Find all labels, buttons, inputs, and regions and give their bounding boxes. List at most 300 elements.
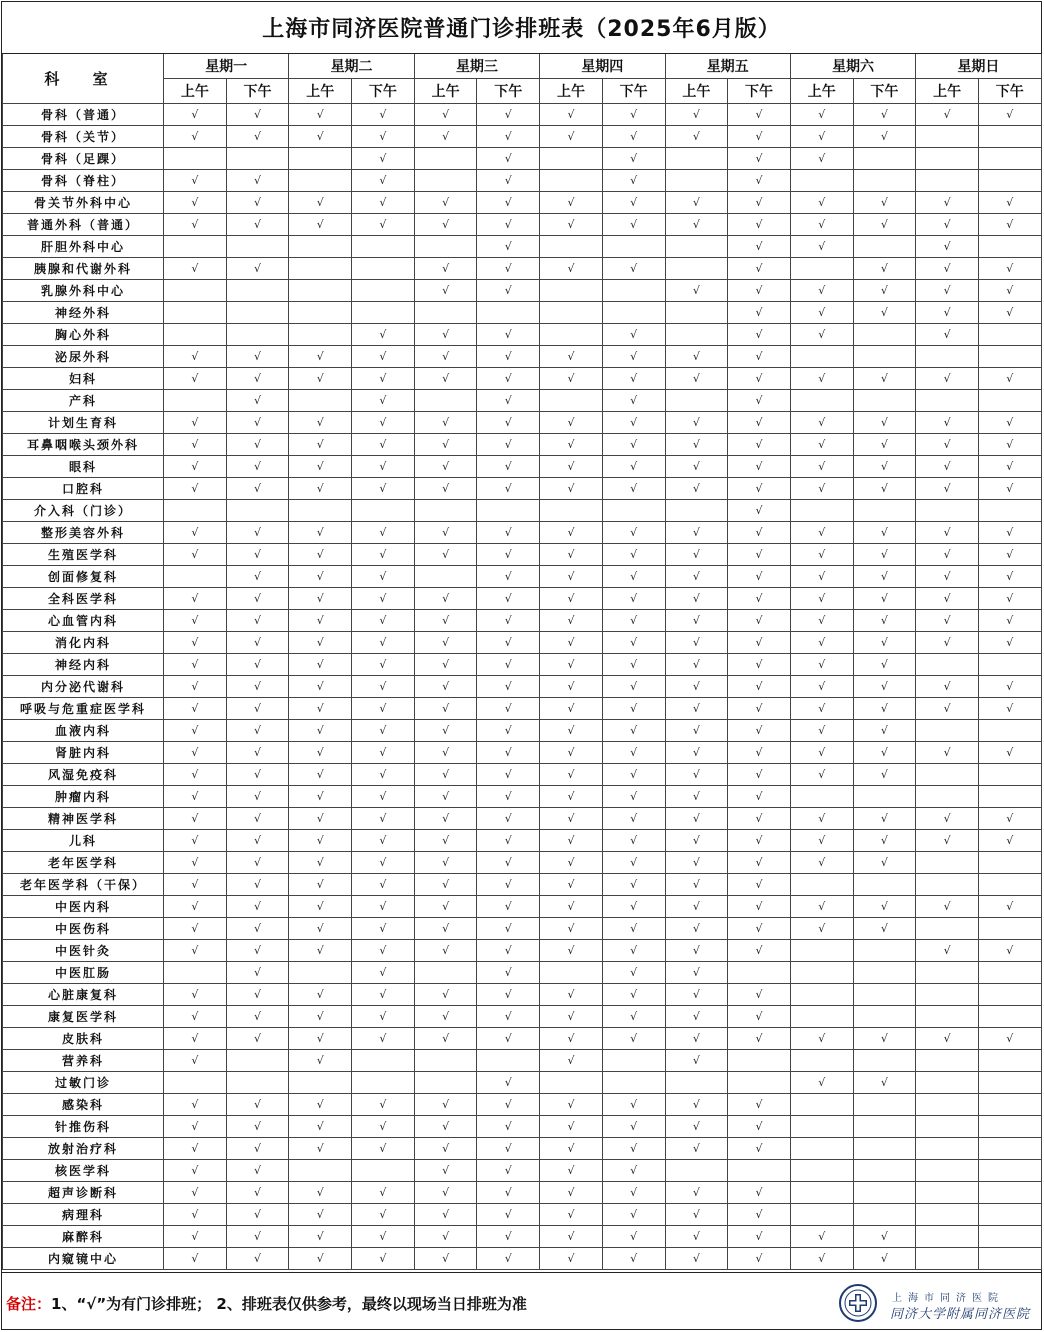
schedule-check-mark: √: [352, 1094, 415, 1116]
schedule-check-mark: √: [414, 434, 477, 456]
schedule-cell-empty: [853, 170, 916, 192]
table-row: [3, 434, 1042, 456]
schedule-check-mark: √: [916, 214, 979, 236]
schedule-check-mark: √: [352, 434, 415, 456]
afternoon-header: 下午: [602, 79, 665, 104]
schedule-check-mark: √: [352, 1182, 415, 1204]
schedule-check-mark: √: [352, 588, 415, 610]
schedule-check-mark: √: [916, 104, 979, 126]
schedule-check-mark: √: [978, 258, 1041, 280]
schedule-check-mark: √: [853, 918, 916, 940]
schedule-check-mark: √: [978, 192, 1041, 214]
schedule-check-mark: √: [978, 434, 1041, 456]
table-row: [3, 566, 1042, 588]
schedule-cell-empty: [916, 1204, 979, 1226]
schedule-cell-empty: [665, 500, 728, 522]
schedule-check-mark: √: [477, 192, 540, 214]
schedule-cell-empty: [978, 1226, 1041, 1248]
schedule-check-mark: √: [665, 1204, 728, 1226]
schedule-cell-empty: [978, 874, 1041, 896]
schedule-check-mark: √: [352, 214, 415, 236]
schedule-cell-empty: [853, 390, 916, 412]
schedule-check-mark: √: [289, 698, 352, 720]
schedule-check-mark: √: [665, 632, 728, 654]
schedule-check-mark: √: [540, 1116, 603, 1138]
schedule-check-mark: √: [602, 610, 665, 632]
schedule-check-mark: √: [289, 786, 352, 808]
schedule-check-mark: √: [665, 1226, 728, 1248]
schedule-check-mark: √: [790, 896, 853, 918]
table-row: [3, 786, 1042, 808]
schedule-cell-empty: [414, 566, 477, 588]
schedule-check-mark: √: [164, 852, 227, 874]
schedule-cell-empty: [853, 1094, 916, 1116]
schedule-check-mark: √: [226, 1160, 289, 1182]
schedule-check-mark: √: [477, 830, 540, 852]
schedule-check-mark: √: [352, 544, 415, 566]
schedule-cell-empty: [477, 1050, 540, 1072]
schedule-check-mark: √: [916, 368, 979, 390]
day-header: 星期四: [540, 54, 665, 79]
schedule-cell-empty: [352, 1050, 415, 1072]
schedule-check-mark: √: [853, 192, 916, 214]
schedule-check-mark: √: [853, 720, 916, 742]
schedule-check-mark: √: [226, 1226, 289, 1248]
schedule-cell-empty: [289, 302, 352, 324]
schedule-check-mark: √: [414, 918, 477, 940]
department-name: 麻醉科: [3, 1226, 164, 1248]
schedule-check-mark: √: [665, 544, 728, 566]
schedule-check-mark: √: [665, 478, 728, 500]
schedule-check-mark: √: [226, 1006, 289, 1028]
schedule-check-mark: √: [164, 654, 227, 676]
schedule-check-mark: √: [289, 588, 352, 610]
schedule-check-mark: √: [477, 720, 540, 742]
schedule-check-mark: √: [728, 654, 791, 676]
schedule-check-mark: √: [289, 434, 352, 456]
schedule-check-mark: √: [226, 962, 289, 984]
schedule-check-mark: √: [289, 852, 352, 874]
schedule-check-mark: √: [602, 654, 665, 676]
schedule-check-mark: √: [978, 896, 1041, 918]
schedule-cell-empty: [916, 1160, 979, 1182]
schedule-cell-empty: [978, 1050, 1041, 1072]
schedule-cell-empty: [226, 324, 289, 346]
schedule-cell-empty: [665, 170, 728, 192]
schedule-check-mark: √: [790, 544, 853, 566]
schedule-check-mark: √: [352, 984, 415, 1006]
schedule-check-mark: √: [978, 280, 1041, 302]
schedule-cell-empty: [602, 500, 665, 522]
schedule-cell-empty: [289, 258, 352, 280]
schedule-check-mark: √: [728, 104, 791, 126]
schedule-check-mark: √: [164, 1160, 227, 1182]
schedule-check-mark: √: [540, 632, 603, 654]
schedule-check-mark: √: [665, 786, 728, 808]
schedule-check-mark: √: [540, 566, 603, 588]
schedule-check-mark: √: [602, 1160, 665, 1182]
schedule-check-mark: √: [289, 566, 352, 588]
schedule-check-mark: √: [790, 1226, 853, 1248]
schedule-check-mark: √: [916, 632, 979, 654]
schedule-check-mark: √: [226, 698, 289, 720]
schedule-cell-empty: [289, 390, 352, 412]
schedule-check-mark: √: [477, 808, 540, 830]
schedule-check-mark: √: [226, 412, 289, 434]
schedule-check-mark: √: [728, 874, 791, 896]
table-row: [3, 1248, 1042, 1270]
schedule-cell-empty: [164, 302, 227, 324]
department-name: 骨科（足踝）: [3, 148, 164, 170]
schedule-check-mark: √: [602, 742, 665, 764]
schedule-cell-empty: [414, 962, 477, 984]
schedule-cell-empty: [853, 984, 916, 1006]
schedule-check-mark: √: [477, 544, 540, 566]
schedule-cell-empty: [540, 390, 603, 412]
schedule-cell-empty: [916, 786, 979, 808]
schedule-check-mark: √: [602, 214, 665, 236]
schedule-check-mark: √: [728, 214, 791, 236]
schedule-check-mark: √: [602, 984, 665, 1006]
schedule-check-mark: √: [790, 302, 853, 324]
schedule-check-mark: √: [853, 566, 916, 588]
schedule-cell-empty: [164, 566, 227, 588]
schedule-cell-empty: [978, 1072, 1041, 1094]
schedule-check-mark: √: [790, 280, 853, 302]
schedule-cell-empty: [289, 236, 352, 258]
schedule-check-mark: √: [477, 104, 540, 126]
department-name: 胸心外科: [3, 324, 164, 346]
schedule-check-mark: √: [352, 1248, 415, 1270]
schedule-check-mark: √: [665, 434, 728, 456]
schedule-cell-empty: [853, 1182, 916, 1204]
schedule-cell-empty: [978, 1204, 1041, 1226]
schedule-check-mark: √: [289, 830, 352, 852]
schedule-cell-empty: [289, 1160, 352, 1182]
schedule-check-mark: √: [289, 896, 352, 918]
schedule-check-mark: √: [728, 764, 791, 786]
table-row: [3, 632, 1042, 654]
schedule-cell-empty: [853, 962, 916, 984]
schedule-cell-empty: [602, 236, 665, 258]
schedule-check-mark: √: [164, 918, 227, 940]
department-name: 泌尿外科: [3, 346, 164, 368]
schedule-check-mark: √: [728, 808, 791, 830]
schedule-check-mark: √: [477, 1006, 540, 1028]
schedule-check-mark: √: [289, 940, 352, 962]
schedule-check-mark: √: [414, 940, 477, 962]
schedule-cell-empty: [978, 500, 1041, 522]
schedule-check-mark: √: [226, 478, 289, 500]
schedule-check-mark: √: [226, 566, 289, 588]
schedule-cell-empty: [790, 390, 853, 412]
schedule-cell-empty: [978, 1248, 1041, 1270]
schedule-cell-empty: [978, 852, 1041, 874]
schedule-check-mark: √: [414, 808, 477, 830]
schedule-check-mark: √: [477, 852, 540, 874]
schedule-check-mark: √: [226, 434, 289, 456]
schedule-check-mark: √: [853, 632, 916, 654]
department-name: 全科医学科: [3, 588, 164, 610]
schedule-check-mark: √: [477, 434, 540, 456]
schedule-cell-empty: [540, 170, 603, 192]
table-row: [3, 676, 1042, 698]
schedule-check-mark: √: [477, 786, 540, 808]
schedule-check-mark: √: [665, 214, 728, 236]
schedule-cell-empty: [164, 500, 227, 522]
schedule-check-mark: √: [289, 1050, 352, 1072]
table-row: [3, 830, 1042, 852]
department-name: 血液内科: [3, 720, 164, 742]
schedule-check-mark: √: [164, 632, 227, 654]
table-row: [3, 742, 1042, 764]
schedule-cell-empty: [728, 1050, 791, 1072]
schedule-check-mark: √: [978, 742, 1041, 764]
schedule-check-mark: √: [477, 522, 540, 544]
schedule-cell-empty: [916, 1072, 979, 1094]
schedule-check-mark: √: [728, 1182, 791, 1204]
schedule-cell-empty: [790, 1116, 853, 1138]
schedule-check-mark: √: [790, 126, 853, 148]
schedule-check-mark: √: [414, 412, 477, 434]
schedule-check-mark: √: [728, 830, 791, 852]
schedule-check-mark: √: [602, 1248, 665, 1270]
schedule-check-mark: √: [414, 896, 477, 918]
schedule-cell-empty: [978, 1006, 1041, 1028]
schedule-cell-empty: [602, 302, 665, 324]
schedule-cell-empty: [978, 984, 1041, 1006]
schedule-check-mark: √: [790, 918, 853, 940]
schedule-check-mark: √: [602, 148, 665, 170]
afternoon-header: 下午: [477, 79, 540, 104]
schedule-check-mark: √: [728, 368, 791, 390]
schedule-cell-empty: [540, 1072, 603, 1094]
schedule-check-mark: √: [477, 1182, 540, 1204]
schedule-check-mark: √: [226, 258, 289, 280]
schedule-check-mark: √: [602, 324, 665, 346]
schedule-check-mark: √: [477, 1160, 540, 1182]
schedule-check-mark: √: [540, 1204, 603, 1226]
schedule-check-mark: √: [665, 1138, 728, 1160]
schedule-check-mark: √: [477, 368, 540, 390]
schedule-check-mark: √: [164, 456, 227, 478]
department-name: 病理科: [3, 1204, 164, 1226]
schedule-check-mark: √: [164, 764, 227, 786]
table-row: [3, 1226, 1042, 1248]
schedule-check-mark: √: [602, 786, 665, 808]
schedule-check-mark: √: [352, 764, 415, 786]
schedule-check-mark: √: [414, 478, 477, 500]
schedule-check-mark: √: [728, 170, 791, 192]
schedule-check-mark: √: [790, 368, 853, 390]
schedule-check-mark: √: [289, 456, 352, 478]
schedule-sheet: [1, 1, 1042, 1330]
department-name: 超声诊断科: [3, 1182, 164, 1204]
schedule-cell-empty: [978, 918, 1041, 940]
table-row: [3, 236, 1042, 258]
schedule-check-mark: √: [352, 1006, 415, 1028]
schedule-cell-empty: [164, 324, 227, 346]
department-name: 核医学科: [3, 1160, 164, 1182]
schedule-check-mark: √: [540, 918, 603, 940]
schedule-check-mark: √: [352, 390, 415, 412]
schedule-check-mark: √: [916, 896, 979, 918]
schedule-cell-empty: [164, 236, 227, 258]
schedule-cell-empty: [790, 1138, 853, 1160]
schedule-cell-empty: [853, 1006, 916, 1028]
department-name: 骨关节外科中心: [3, 192, 164, 214]
schedule-check-mark: √: [978, 368, 1041, 390]
schedule-check-mark: √: [665, 104, 728, 126]
schedule-check-mark: √: [289, 1138, 352, 1160]
schedule-cell-empty: [853, 1050, 916, 1072]
schedule-cell-empty: [978, 148, 1041, 170]
schedule-check-mark: √: [226, 346, 289, 368]
schedule-check-mark: √: [289, 544, 352, 566]
schedule-check-mark: √: [602, 192, 665, 214]
department-name: 营养科: [3, 1050, 164, 1072]
schedule-check-mark: √: [790, 566, 853, 588]
schedule-check-mark: √: [602, 434, 665, 456]
schedule-cell-empty: [916, 1006, 979, 1028]
schedule-cell-empty: [540, 148, 603, 170]
department-name: 精神医学科: [3, 808, 164, 830]
schedule-check-mark: √: [414, 874, 477, 896]
schedule-check-mark: √: [352, 368, 415, 390]
schedule-check-mark: √: [665, 1182, 728, 1204]
table-row: [3, 610, 1042, 632]
department-name: 心脏康复科: [3, 984, 164, 1006]
schedule-check-mark: √: [414, 346, 477, 368]
schedule-check-mark: √: [665, 566, 728, 588]
schedule-check-mark: √: [352, 720, 415, 742]
department-name: 介入科（门诊）: [3, 500, 164, 522]
schedule-check-mark: √: [665, 610, 728, 632]
schedule-check-mark: √: [226, 126, 289, 148]
department-name: 内分泌代谢科: [3, 676, 164, 698]
schedule-cell-empty: [164, 148, 227, 170]
schedule-cell-empty: [978, 654, 1041, 676]
schedule-check-mark: √: [352, 148, 415, 170]
schedule-check-mark: √: [477, 148, 540, 170]
schedule-check-mark: √: [540, 808, 603, 830]
schedule-check-mark: √: [352, 676, 415, 698]
schedule-check-mark: √: [414, 1094, 477, 1116]
schedule-cell-empty: [414, 1050, 477, 1072]
schedule-check-mark: √: [790, 610, 853, 632]
schedule-check-mark: √: [414, 1204, 477, 1226]
schedule-check-mark: √: [540, 258, 603, 280]
schedule-cell-empty: [916, 148, 979, 170]
schedule-cell-empty: [226, 148, 289, 170]
department-name: 生殖医学科: [3, 544, 164, 566]
schedule-check-mark: √: [226, 1248, 289, 1270]
schedule-cell-empty: [916, 764, 979, 786]
schedule-check-mark: √: [352, 852, 415, 874]
table-row: [3, 896, 1042, 918]
schedule-check-mark: √: [665, 852, 728, 874]
schedule-cell-empty: [602, 280, 665, 302]
schedule-check-mark: √: [728, 632, 791, 654]
schedule-check-mark: √: [289, 192, 352, 214]
schedule-check-mark: √: [226, 764, 289, 786]
schedule-check-mark: √: [352, 940, 415, 962]
schedule-check-mark: √: [477, 962, 540, 984]
schedule-check-mark: √: [916, 1028, 979, 1050]
footer-note: [6, 1293, 527, 1314]
schedule-check-mark: √: [540, 1248, 603, 1270]
schedule-check-mark: √: [477, 676, 540, 698]
schedule-check-mark: √: [289, 1182, 352, 1204]
schedule-check-mark: √: [602, 874, 665, 896]
schedule-check-mark: √: [602, 104, 665, 126]
schedule-check-mark: √: [602, 1028, 665, 1050]
schedule-check-mark: √: [853, 896, 916, 918]
schedule-check-mark: √: [602, 478, 665, 500]
schedule-check-mark: √: [978, 676, 1041, 698]
department-name: 放射治疗科: [3, 1138, 164, 1160]
schedule-check-mark: √: [790, 434, 853, 456]
schedule-check-mark: √: [226, 544, 289, 566]
schedule-check-mark: √: [164, 742, 227, 764]
schedule-check-mark: √: [352, 412, 415, 434]
schedule-check-mark: √: [414, 544, 477, 566]
schedule-check-mark: √: [164, 896, 227, 918]
table-row: [3, 852, 1042, 874]
schedule-check-mark: √: [978, 302, 1041, 324]
afternoon-header: 下午: [352, 79, 415, 104]
schedule-check-mark: √: [289, 808, 352, 830]
schedule-cell-empty: [540, 324, 603, 346]
schedule-check-mark: √: [414, 984, 477, 1006]
schedule-cell-empty: [790, 984, 853, 1006]
schedule-check-mark: √: [790, 720, 853, 742]
schedule-check-mark: √: [978, 1028, 1041, 1050]
table-row: [3, 258, 1042, 280]
schedule-check-mark: √: [477, 170, 540, 192]
schedule-check-mark: √: [602, 918, 665, 940]
schedule-cell-empty: [289, 962, 352, 984]
schedule-check-mark: √: [728, 280, 791, 302]
schedule-check-mark: √: [226, 852, 289, 874]
schedule-cell-empty: [978, 1138, 1041, 1160]
schedule-check-mark: √: [540, 588, 603, 610]
schedule-check-mark: √: [602, 764, 665, 786]
schedule-check-mark: √: [477, 1138, 540, 1160]
department-name: 皮肤科: [3, 1028, 164, 1050]
schedule-check-mark: √: [477, 346, 540, 368]
schedule-check-mark: √: [790, 1248, 853, 1270]
schedule-check-mark: √: [728, 610, 791, 632]
schedule-check-mark: √: [853, 258, 916, 280]
schedule-cell-empty: [916, 962, 979, 984]
schedule-check-mark: √: [665, 874, 728, 896]
schedule-cell-empty: [289, 1072, 352, 1094]
schedule-check-mark: √: [540, 896, 603, 918]
schedule-check-mark: √: [665, 1248, 728, 1270]
schedule-check-mark: √: [477, 918, 540, 940]
schedule-check-mark: √: [352, 522, 415, 544]
schedule-check-mark: √: [728, 258, 791, 280]
schedule-check-mark: √: [790, 412, 853, 434]
schedule-cell-empty: [916, 500, 979, 522]
schedule-check-mark: √: [414, 1248, 477, 1270]
schedule-check-mark: √: [164, 1116, 227, 1138]
schedule-cell-empty: [978, 236, 1041, 258]
schedule-check-mark: √: [978, 412, 1041, 434]
schedule-cell-empty: [916, 1182, 979, 1204]
schedule-check-mark: √: [352, 456, 415, 478]
